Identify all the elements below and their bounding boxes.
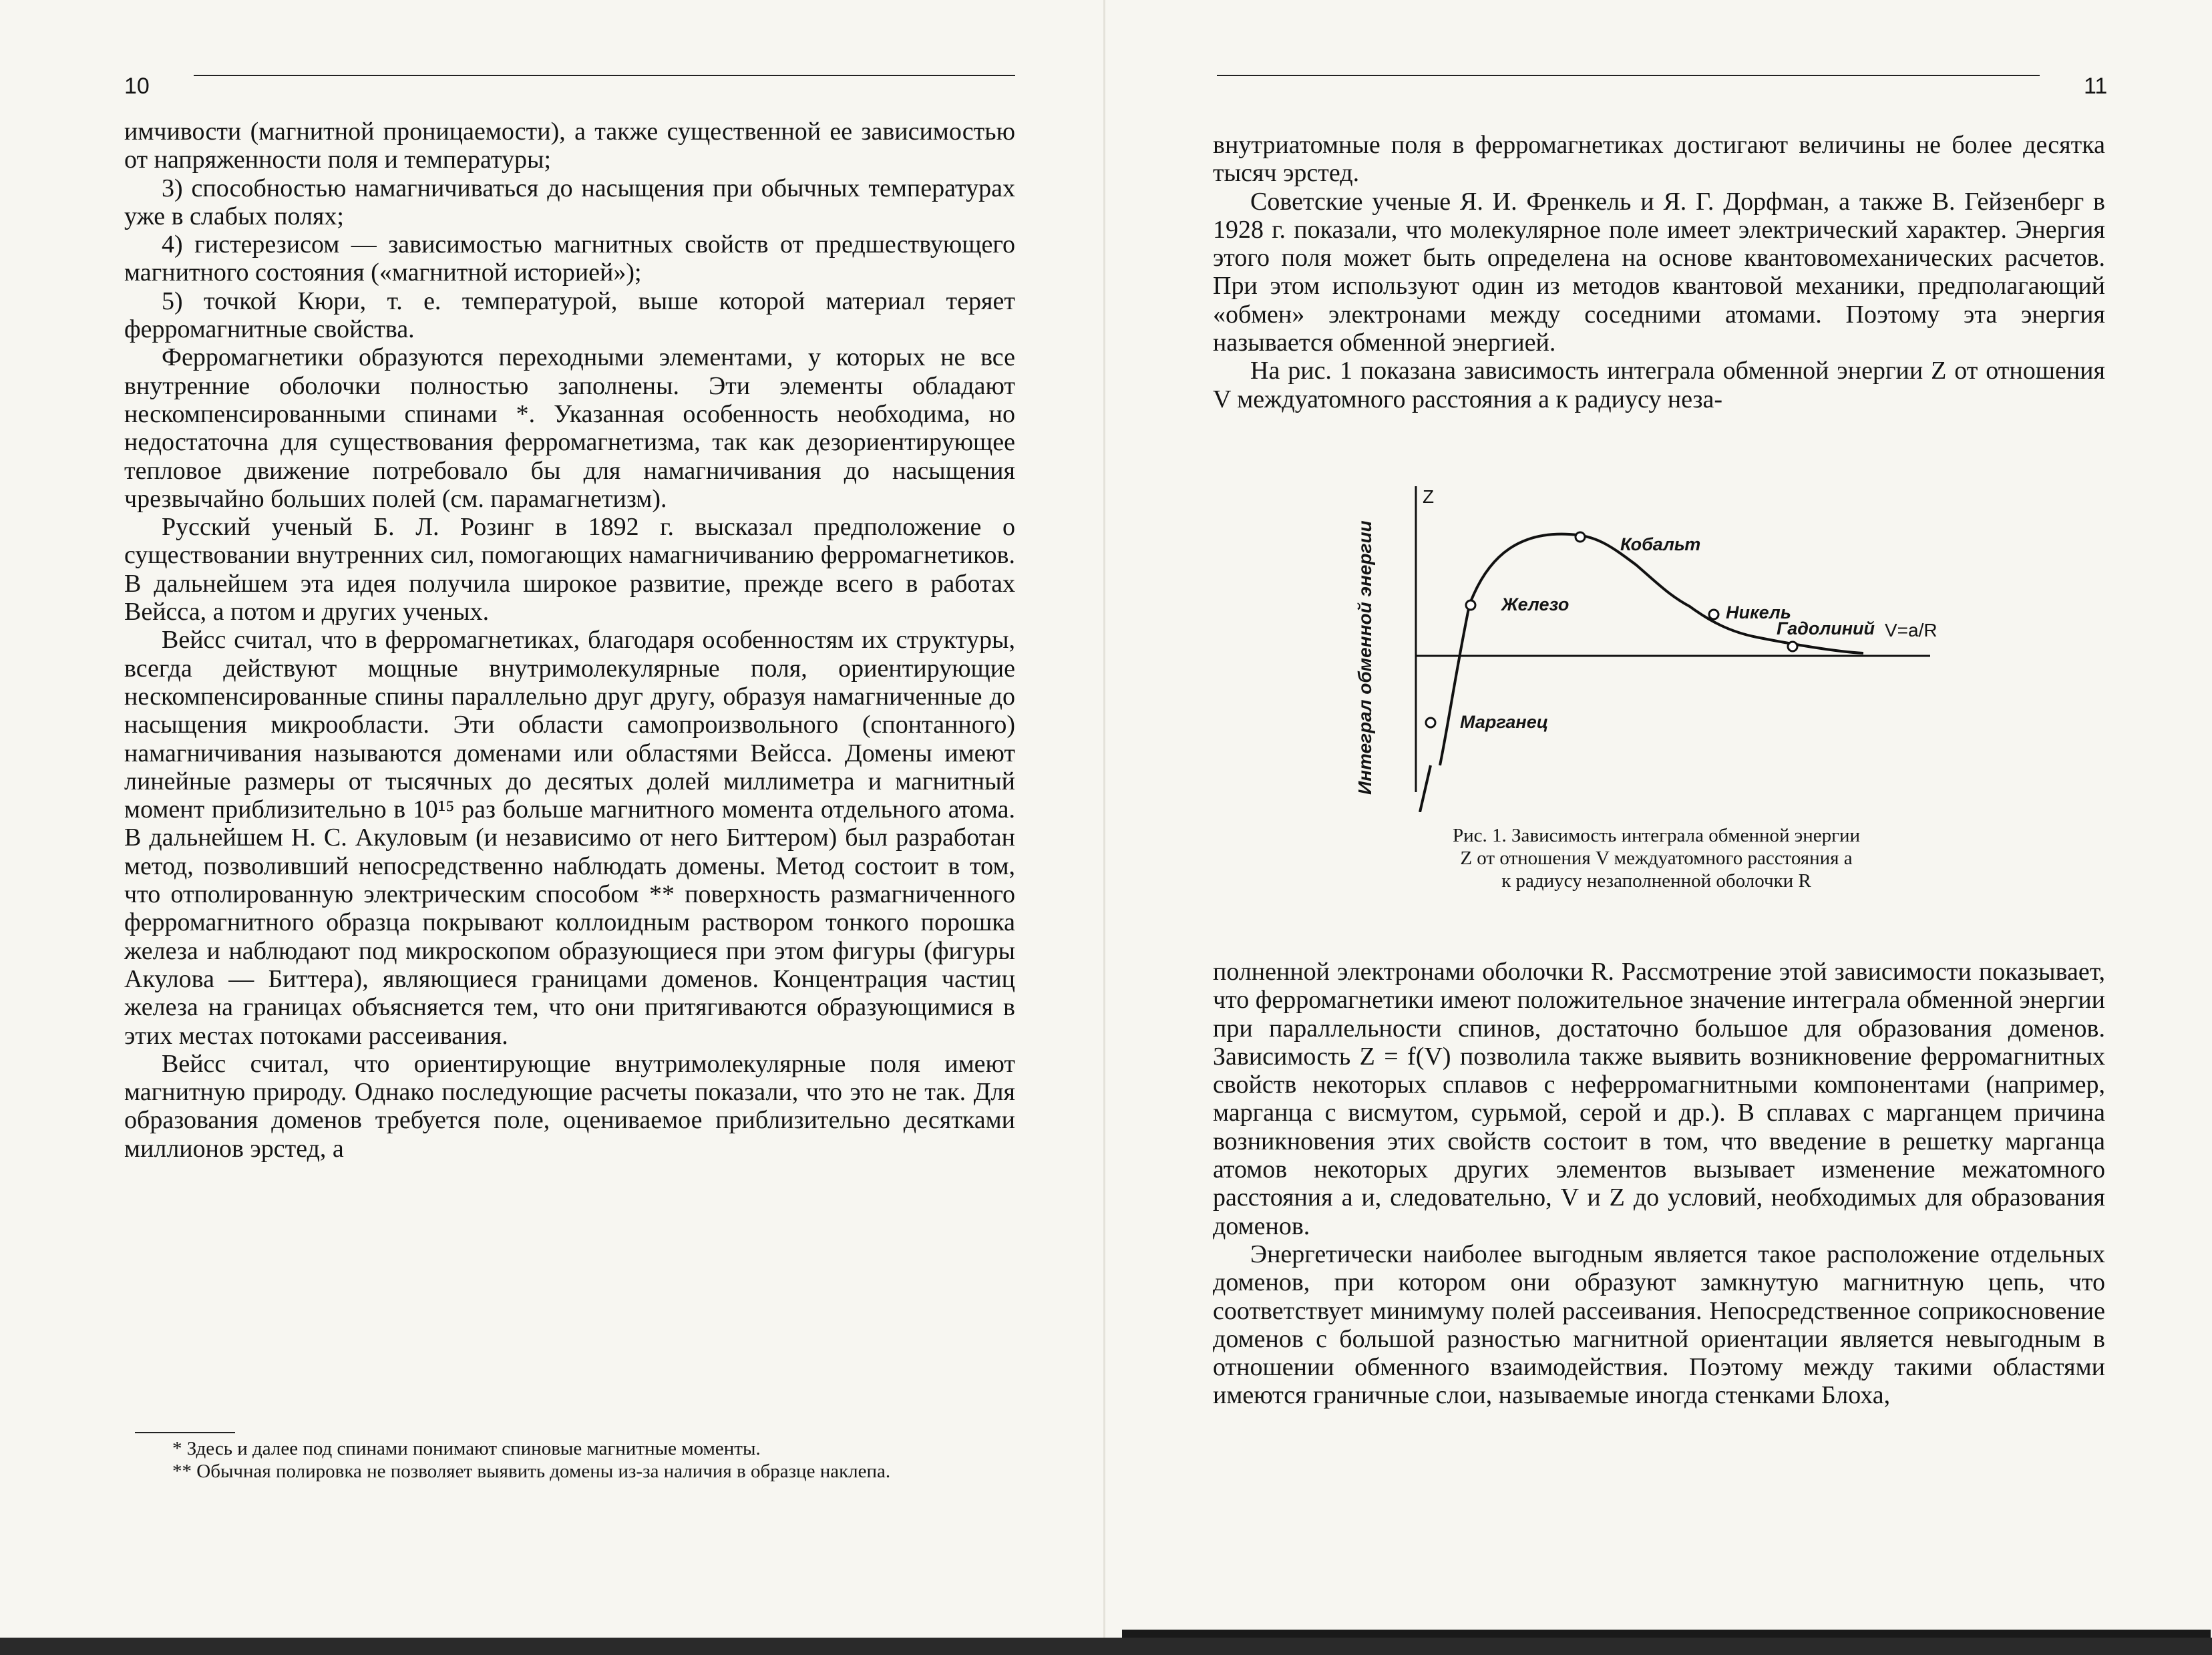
scan-bottom-edge [0, 1638, 2212, 1655]
right-page-text-top [1213, 131, 2105, 413]
paragraph: Вейсс считал, что в ферромагнетиках, благодаря особенностям их структуры, всегда действуют мощные внутримолекулярные поля, ориентирующие нескомпенсированные спины параллельно друг другу, образуя намагниченные до насыщения микрообласти. Эти области самопроизвольного (спонтанного) намагничивания называются доменами или областями Вейсса. Домены имеют линейные размеры от тысячных до десятых долей миллиметра и магнитный момент приблизительно в 10¹⁵ раз больше магнитного момента отдельного атома. В дальнейшем Н. С. Акуловым (и независимо от него Биттером) был разработан метод, позволивший непосредственно наблюдать домены. Метод состоит в том, что отполированную электрическим способом ** поверхность размагниченного ферромагнитного образца покрывают коллоидным раствором тонкого порошка железа и наблюдают под микроскопом образующиеся при этом фигуры (фигуры Акулова — Биттера), являющиеся границами доменов. Концентрация частиц железа на границах объясняется тем, что они притягиваются образующимися в этих местах потоками рассеивания. [124, 626, 1015, 1050]
paragraph: 4) гистерезисом — зависимостью магнитных свойств от предшествующего магнитного состояния («магнитной историей»); [124, 230, 1015, 287]
left-page-text [124, 118, 1015, 1163]
paragraph: На рис. 1 показана зависимость интеграла обменной энергии Z от отношения V междуатомного расстояния a к радиусу неза- [1213, 357, 2105, 413]
paragraph: внутриатомные поля в ферромагнетиках достигают величины не более десятка тысяч эрстед. [1213, 131, 2105, 188]
caption-line: Z от отношения V междуатомного расстояния a [1460, 848, 1853, 869]
right-header-rule [1217, 75, 2040, 76]
cobalt-point [1576, 532, 1585, 542]
left-page-number: 10 [124, 73, 150, 99]
manganese-point [1426, 718, 1435, 727]
paragraph: 5) точкой Кюри, т. е. температурой, выше которой материал теряет ферромагнитные свойства. [124, 287, 1015, 344]
z-axis-label: Z [1423, 486, 1435, 507]
nickel-label: Никель [1726, 602, 1791, 622]
gadolinium-label: Гадолиний [1777, 618, 1875, 638]
iron-point [1466, 600, 1475, 610]
nickel-point [1709, 610, 1718, 619]
gadolinium-point [1788, 642, 1797, 651]
footnote: ** Обычная полировка не позволяет выявить домены из-за наличия в образце наклепа. [172, 1461, 891, 1482]
y-axis-label: Интеграл обменной энергии [1354, 520, 1375, 795]
v-axis-label: V=a/R [1885, 620, 1938, 640]
footnote: * Здесь и далее под спинами понимают спиновые магнитные моменты. [172, 1438, 761, 1459]
paragraph: Ферромагнетики образуются переходными элементами, у которых не все внутренние оболочки полностью заполнены. Эти элементы обладают нескомпенсированными спинами *. Указанная особенность необходима, но недостаточна для существования ферромагнетизма, так как дезориентирующее тепловое движение потребовало бы для намагничивания до насыщения чрезвычайно больших полей (см. парамагнетизм). [124, 343, 1015, 513]
manganese-label: Марганец [1460, 712, 1549, 732]
cobalt-label: Кобальт [1620, 534, 1701, 554]
footnotes [135, 1437, 1023, 1483]
footnote-rule [135, 1432, 235, 1433]
right-page-number: 11 [2084, 73, 2108, 99]
figure-caption [1342, 824, 1970, 892]
right-page-text-bottom [1213, 958, 2105, 1410]
exchange-energy-figure [1376, 478, 1950, 812]
paragraph: Советские ученые Я. И. Френкель и Я. Г. Дорфман, а также В. Гейзенберг в 1928 г. показали, что молекулярное поле имеет электрический характер. Энергия этого поля может быть определена на основе квантовомеханических расчетов. При этом используют один из методов квантовой механики, предполагающий «обмен» электронами между соседними атомами. Поэтому эта энергия называется обменной энергией. [1213, 187, 2105, 357]
iron-label: Железо [1501, 594, 1570, 614]
paragraph: Русский ученый Б. Л. Розинг в 1892 г. высказал предположение о существовании внутренних сил, помогающих намагничиванию ферромагнетиков. В дальнейшем эта идея получила широкое развитие, прежде всего в работах Вейсса, а потом и других ученых. [124, 513, 1015, 626]
left-header-rule [194, 75, 1015, 76]
paragraph: Вейсс считал, что ориентирующие внутримолекулярные поля имеют магнитную природу. Однако последующие расчеты показали, что это не так. Для образования доменов требуется поле, оцениваемое приблизительно десятками миллионов эрстед, а [124, 1049, 1015, 1163]
paragraph: 3) способностью намагничиваться до насыщения при обычных температурах уже в слабых полях; [124, 174, 1015, 230]
figure-plot [1376, 478, 1950, 812]
curve-tail [1420, 765, 1431, 812]
caption-line: Рис. 1. Зависимость интеграла обменной энергии [1452, 825, 1861, 846]
paragraph: Энергетически наиболее выгодным является такое расположение отдельных доменов, при котором они образуют замкнутую магнитную цепь, что соответствует минимуму полей рассеивания. Непосредственное соприкосновение доменов с большой разностью магнитной ориентации является невыгодным в отношении обменного взаимодействия. Поэтому между такими областями имеются граничные слои, называемые иногда стенками Блоха, [1213, 1240, 2105, 1410]
book-spine [1103, 0, 1105, 1655]
paragraph: полненной электронами оболочки R. Рассмотрение этой зависимости показывает, что ферромагнетики имеют положительное значение интеграла обменной энергии при параллельности спинов, достаточно большое для образования доменов. Зависимость Z = f(V) позволила также выявить возникновение ферромагнитных свойств некоторых сплавов с неферромагнитными компонентами (например, марганца с висмутом, сурьмой, серой и др.). В сплавах с марганцем причина возникновения этих свойств состоит в том, что введение в решетку марганца атомов некоторых других элементов вызывает изменение межатомного расстояния a и, следовательно, V и Z до условий, необходимых для образования доменов. [1213, 958, 2105, 1240]
caption-line: к радиусу незаполненной оболочки R [1501, 870, 1811, 892]
paragraph: имчивости (магнитной проницаемости), а также существенной ее зависимостью от напряженности поля и температуры; [124, 118, 1015, 174]
